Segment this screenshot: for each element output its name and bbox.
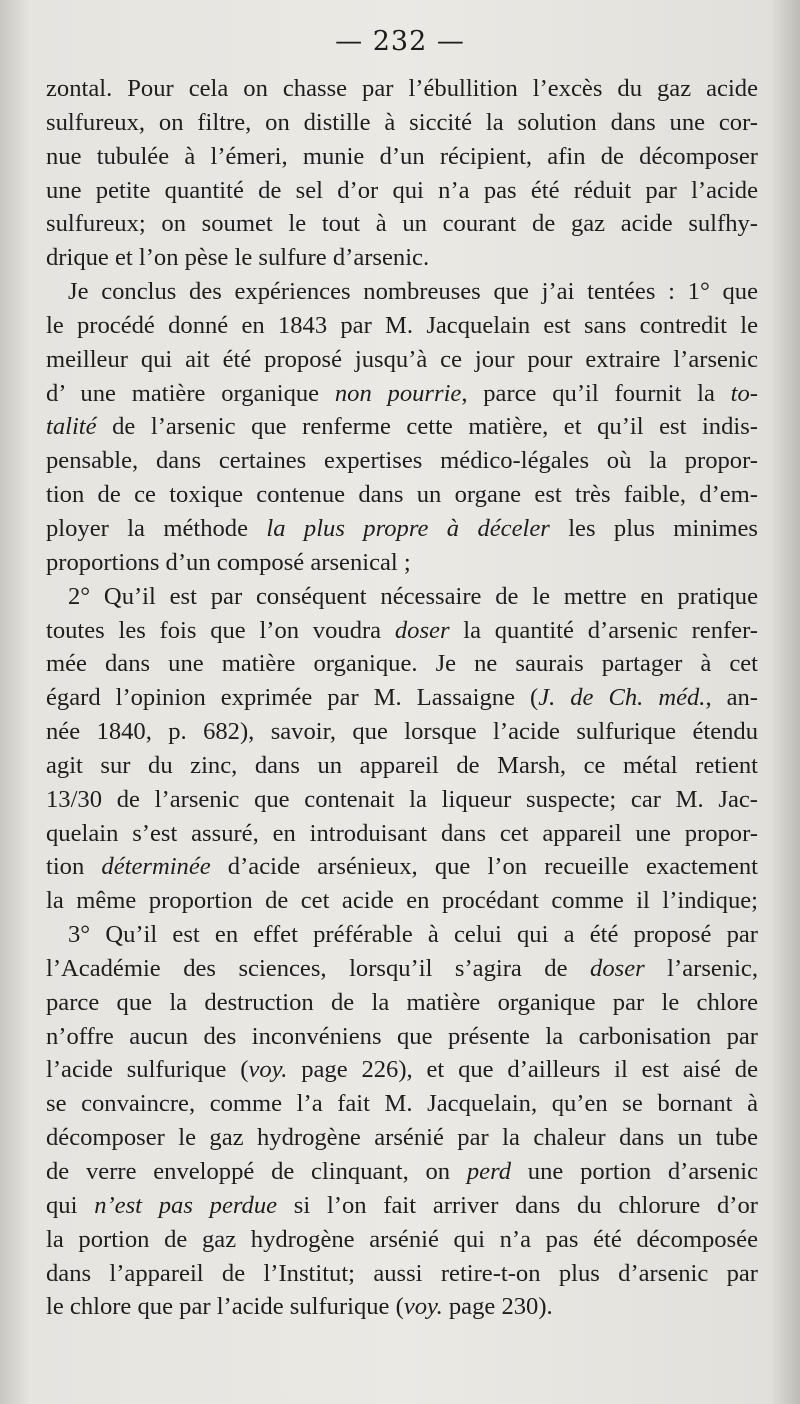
text-line	[46, 444, 758, 478]
text-run: 13/30 de l’arsenic que contenait la liqueur suspecte; car M. Jac-	[46, 785, 758, 813]
text-line	[46, 1189, 758, 1223]
text-line	[46, 1257, 758, 1291]
text-run: , parce qu’il fournit la	[461, 379, 731, 407]
text-run: toutes les fois que l’on voudra	[46, 616, 395, 644]
text-run: si l’on fait arriver dans du chlorure d’or	[277, 1191, 758, 1219]
text-run: dans l’appareil de l’Institut; aussi retire-t-on plus d’arsenic par	[46, 1259, 758, 1287]
text-run: pensable, dans certaines expertises médico-légales où la propor-	[46, 447, 758, 475]
text-run: mée dans une matière organique. Je ne saurais partager à cet	[46, 650, 758, 678]
text-run: la quantité d’arsenic renfer-	[449, 616, 758, 644]
text-line	[46, 140, 758, 174]
text-line	[46, 1155, 758, 1189]
text-run: une petite quantité de sel d’or qui n’a pas été réduit par l’acide	[46, 176, 758, 204]
text-line	[46, 952, 758, 986]
text-line	[46, 681, 758, 715]
text-run: le procédé donné en 1843 par M. Jacquelain est sans contredit le	[46, 311, 758, 339]
text-line	[46, 1121, 758, 1155]
text-line	[46, 986, 758, 1020]
text-run: parce que la destruction de la matière organique par le chlore	[46, 988, 758, 1016]
text-line	[46, 275, 758, 309]
text-run: n’offre aucun des inconvéniens que présente la carbonisation par	[46, 1022, 758, 1050]
text-run: décomposer le gaz hydrogène arsénié par la chaleur dans un tube	[46, 1124, 758, 1152]
text-run: , an-	[705, 684, 758, 712]
emphasis: non pourrie	[334, 379, 462, 407]
body-text	[46, 72, 758, 1324]
text-run: sulfureux; on soumet le tout à un courant de gaz acide sulfhy-	[46, 210, 758, 238]
text-run: la même proportion de cet acide en procédant comme il l’indique;	[46, 887, 758, 915]
page-number: — 232 —	[335, 26, 465, 57]
text-line	[46, 1053, 758, 1087]
text-run: drique et l’on pèse le sulfure d’arsenic.	[46, 244, 430, 272]
text-line	[46, 377, 758, 411]
text-run: la portion de gaz hydrogène arsénié qui n’a pas été décomposée	[46, 1225, 758, 1253]
text-run: 2° Qu’il est par conséquent nécessaire de le mettre en pratique	[68, 582, 758, 610]
text-line	[46, 1087, 758, 1121]
text-run: l’Académie des sciences, lorsqu’il s’agira de	[46, 954, 591, 982]
text-line	[46, 817, 758, 851]
text-run: quelain s’est assuré, en introduisant dans cet appareil une propor-	[46, 819, 758, 847]
text-line	[46, 647, 758, 681]
text-run: tion de ce toxique contenue dans un organe est très faible, d’em-	[46, 481, 758, 509]
text-run: qui	[46, 1191, 95, 1219]
text-line	[46, 207, 758, 241]
emphasis: doser	[590, 954, 645, 982]
text-line	[46, 343, 758, 377]
text-run: de verre enveloppé de clinquant, on	[46, 1158, 467, 1185]
text-line	[46, 783, 758, 817]
text-line	[46, 174, 758, 208]
text-line	[46, 546, 758, 580]
text-run: zontal. Pour cela on chasse par l’ébullition l’excès du gaz acide	[46, 75, 758, 102]
text-line	[46, 749, 758, 783]
text-line	[46, 850, 758, 884]
text-line	[46, 512, 758, 546]
emphasis: J. de Ch. méd.	[538, 684, 706, 712]
text-line	[46, 715, 758, 749]
text-run: égard l’opinion exprimée par M. Lassaigne (	[46, 684, 539, 712]
text-line	[46, 918, 758, 952]
text-run: agit sur du zinc, dans un appareil de Marsh, ce métal retient	[46, 751, 758, 779]
text-line	[46, 478, 758, 512]
text-run: proportions d’un composé arsenical ;	[46, 548, 411, 576]
text-run: page 230).	[442, 1293, 553, 1321]
emphasis: to-	[730, 379, 758, 407]
emphasis: voy.	[248, 1056, 288, 1084]
emphasis: doser	[394, 616, 450, 644]
text-run: d’ une matière organique	[46, 379, 335, 407]
text-line	[46, 580, 758, 614]
emphasis: déterminée	[101, 853, 211, 881]
text-line	[46, 884, 758, 918]
text-line	[46, 1290, 758, 1324]
text-run: l’acide sulfurique (	[46, 1056, 249, 1084]
text-run: Je conclus des expériences nombreuses que j’ai tentées : 1° que	[68, 278, 758, 306]
text-line	[46, 309, 758, 343]
text-run: l’arsenic,	[644, 954, 758, 982]
text-run: sulfureux, on filtre, on distille à siccité la solution dans une cor-	[46, 108, 758, 136]
text-run: d’acide arsénieux, que l’on recueille exactement	[210, 853, 758, 881]
text-line	[46, 614, 758, 648]
emphasis: n’est pas perdue	[94, 1191, 278, 1219]
text-line	[46, 1020, 758, 1054]
text-run: nue tubulée à l’émeri, munie d’un récipient, afin de décomposer	[46, 142, 758, 170]
emphasis: voy.	[403, 1293, 443, 1321]
emphasis: talité	[46, 413, 97, 441]
text-run: meilleur qui ait été proposé jusqu’à ce jour pour extraire l’arsenic	[46, 345, 758, 373]
text-run: se convaincre, comme l’a fait M. Jacquelain, qu’en se bornant à	[46, 1090, 758, 1118]
text-run: les plus minimes	[549, 514, 758, 542]
text-line	[46, 106, 758, 140]
text-run: 3° Qu’il est en effet préférable à celui qui a été proposé par	[68, 921, 758, 949]
text-run: page 226), et que d’ailleurs il est aisé de	[287, 1056, 758, 1084]
text-run: tion	[46, 853, 102, 881]
text-line	[46, 241, 758, 275]
text-run: ployer la méthode	[46, 514, 267, 542]
text-run: née 1840, p. 682), savoir, que lorsque l’acide sulfurique étendu	[46, 718, 758, 746]
text-run: une portion d’arsenic	[511, 1158, 758, 1185]
text-run: le chlore que par l’acide sulfurique (	[46, 1293, 404, 1321]
text-line	[46, 410, 758, 444]
text-run: de l’arsenic que renferme cette matière, et qu’il est indis-	[96, 413, 758, 441]
emphasis: la plus propre à déceler	[266, 514, 550, 542]
text-line	[46, 72, 758, 106]
emphasis: perd	[466, 1158, 512, 1185]
text-line	[46, 1223, 758, 1257]
